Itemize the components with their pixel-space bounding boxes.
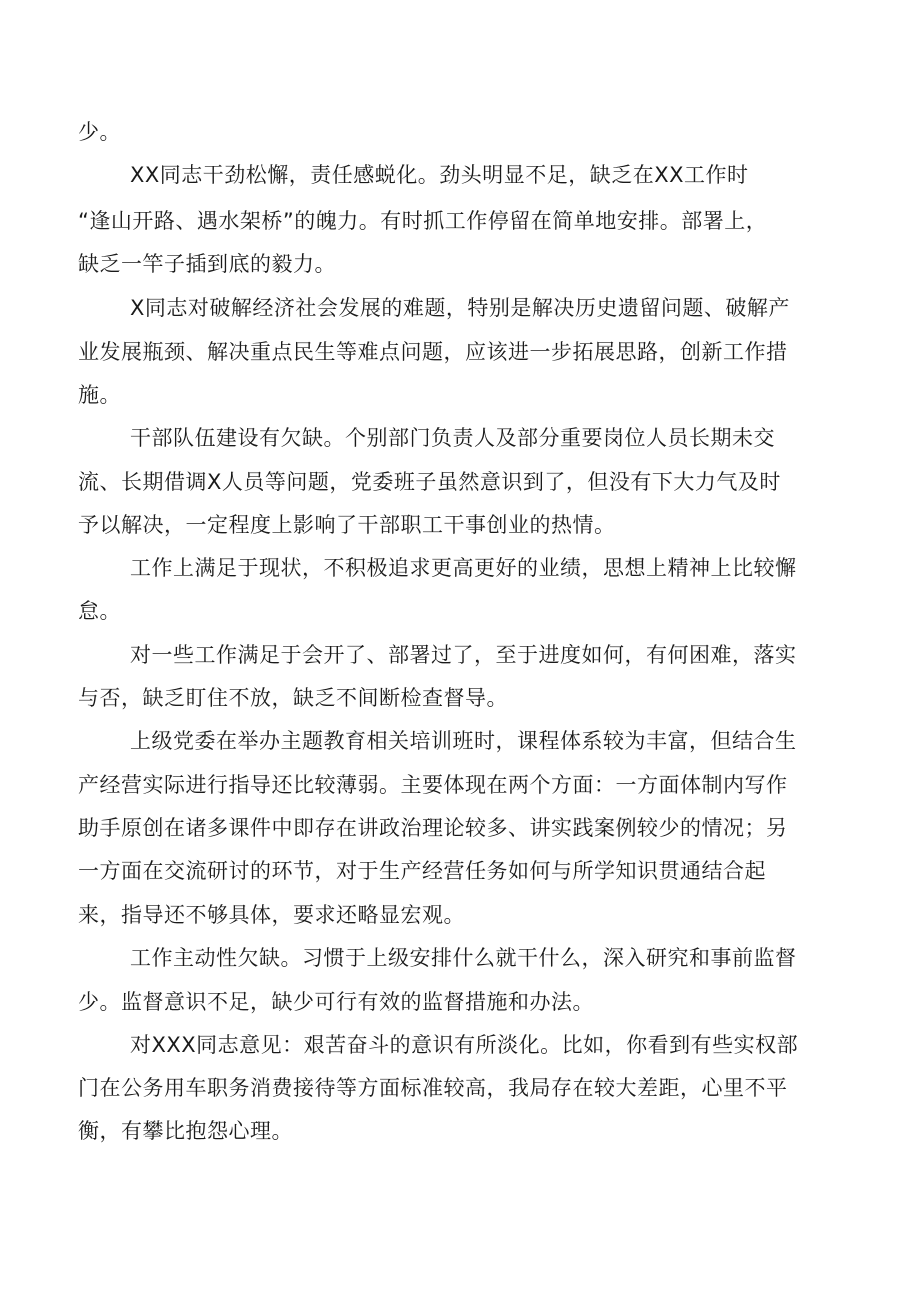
text-line: 衡，有攀比抱怨心理。 [78, 1119, 293, 1143]
text-line: 业发展瓶颈、解决重点民生等难点问题，应该进一步拓展思路，创新工作措 [78, 340, 788, 364]
text-line: 与否，缺乏盯住不放，缺乏不间断检查督导。 [78, 686, 508, 710]
text-line: 助手原创在诸多课件中即存在讲政治理论较多、讲实践案例较少的情况；另 [78, 816, 788, 840]
text-line: 上级党委在举办主题教育相关培训班时，课程体系较为丰富，但结合生 [130, 729, 797, 753]
text-line: X同志对破解经济社会发展的难题，特别是解决历史遗留问题、破解产 [130, 296, 790, 320]
text-line: 少。监督意识不足，缺少可行有效的监督措施和办法。 [78, 990, 594, 1014]
text-line: XX同志干劲松懈，责任感蜕化。劲头明显不足，缺乏在XX工作时 [130, 163, 749, 187]
text-line: 一方面在交流研讨的环节，对于生产经营任务如何与所学知识贯通结合起 [78, 859, 766, 883]
text-line: 工作上满足于现状，不积极追求更高更好的业绩，思想上精神上比较懈 [130, 556, 797, 580]
text-line: 流、长期借调X人员等问题，党委班子虽然意识到了，但没有下大力气及时 [78, 470, 781, 494]
text-line: “逢山开路、遇水架桥”的魄力。有时抓工作停留在简单地安排。部署上， [78, 209, 768, 233]
text-line: 干部队伍建设有欠缺。个别部门负责人及部分重要岗位人员长期未交 [130, 426, 775, 450]
text-line: 工作主动性欠缺。习惯于上级安排什么就干什么，深入研究和事前监督 [130, 946, 797, 970]
text-line: 门在公务用车职务消费接待等方面标准较高，我局存在较大差距，心里不平 [78, 1076, 788, 1100]
text-line: 产经营实际进行指导还比较薄弱。主要体现在两个方面：一方面体制内写作 [78, 773, 788, 797]
text-line: 予以解决，一定程度上影响了干部职工干事创业的热情。 [78, 513, 616, 537]
text-line: 来，指导还不够具体，要求还略显宏观。 [78, 903, 465, 927]
text-line: 缺乏一竿子插到底的毅力。 [78, 252, 336, 276]
text-line: 施。 [78, 383, 121, 407]
text-line: 对一些工作满足于会开了、部署过了，至于进度如何，有何困难，落实 [130, 643, 797, 667]
text-line: 怠。 [78, 599, 121, 623]
text-line: 对XXX同志意见：艰苦奋斗的意识有所淡化。比如，你看到有些实权部 [130, 1033, 799, 1057]
text-line: 少。 [78, 120, 121, 144]
